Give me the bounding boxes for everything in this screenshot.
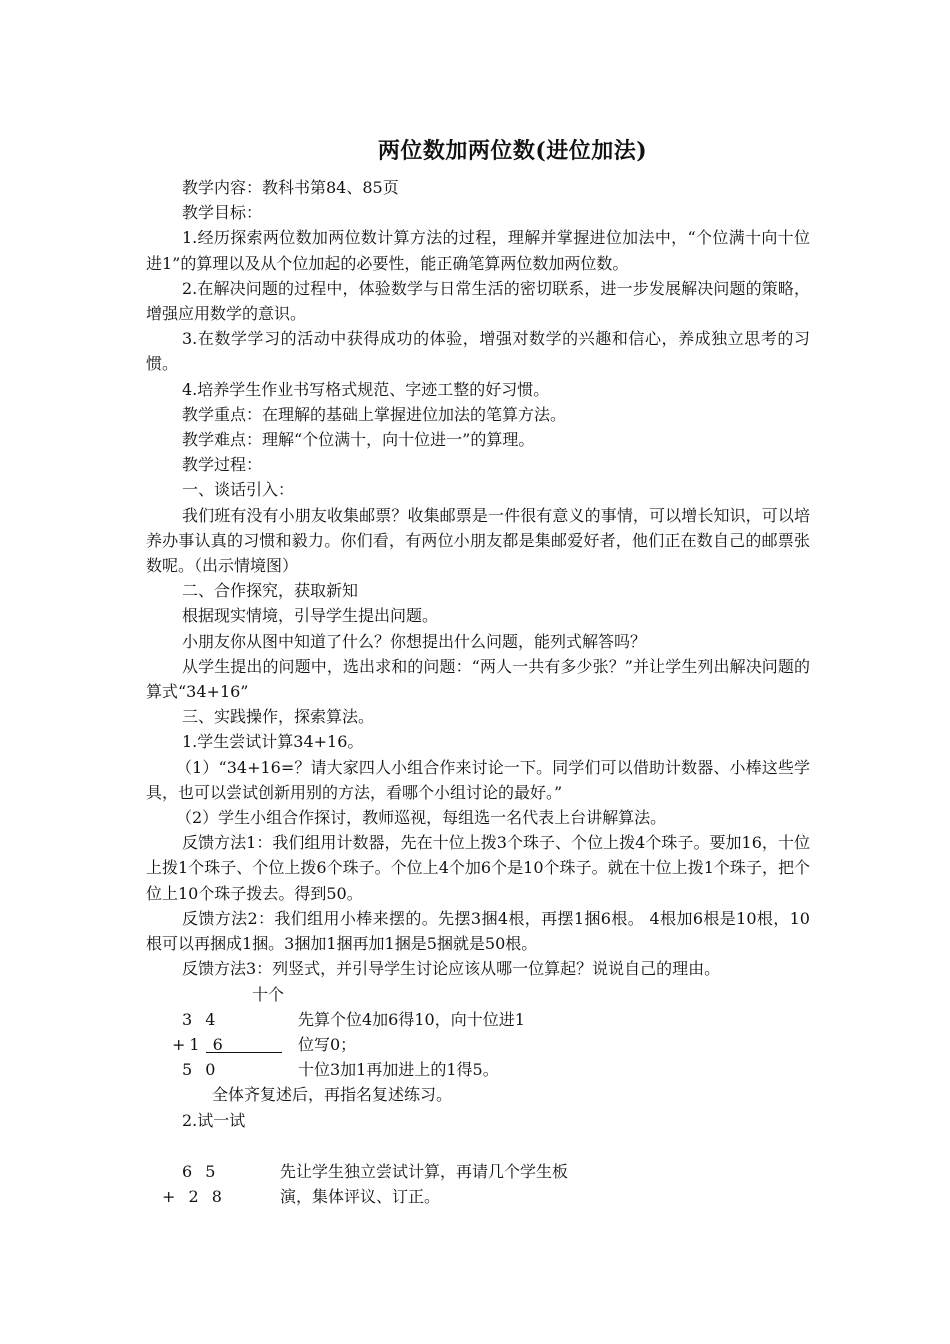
calc-note-3: 十位3加1再加进上的1得5。 — [298, 1059, 499, 1079]
paragraph-group-explore: （2）学生小组合作探讨，教师巡视，每组选一名代表上台讲解算法。 — [176, 808, 667, 828]
vertical-calculation-1 — [146, 982, 810, 1108]
paragraph-try-it: 2.试一试 — [182, 1110, 246, 1130]
document-body — [146, 175, 810, 1211]
paragraph-recite: 全体齐复述后，再指名复述练习。 — [212, 1084, 453, 1104]
calc-note-1: 先算个位4加6得10，向十位进1 — [298, 1009, 525, 1029]
page-title: 两位数加两位数(进位加法) — [377, 138, 648, 164]
section-heading-2: 二、合作探究，获取新知 — [182, 581, 359, 601]
paragraph-situation: 根据现实情境，引导学生提出问题。 — [182, 606, 439, 626]
exercise-note-1: 先让学生独立尝试计算，再请几个学生板 — [280, 1161, 569, 1181]
paragraph-key-point: 教学重点：在理解的基础上掌握进位加法的笔算方法。 — [182, 404, 567, 424]
place-value-header: 十个 — [252, 984, 285, 1004]
paragraph-objectives-heading: 教学目标： — [182, 203, 263, 223]
paragraph-intro: 我们班有没有小朋友收集邮票？收集邮票是一件很有意义的事情，可以增长知识，可以培养办事认真的习惯和毅力。你们看，有两位小朋友都是集邮爱好者，他们正在数自己的邮票张数呢。（出示情境图） — [146, 505, 810, 576]
addend-row-2: +1 6 — [172, 1034, 227, 1054]
calc-note-2: 位写0； — [298, 1034, 357, 1054]
paragraph-objective-1: 1.经历探索两位数加两位数计算方法的过程，理解并掌握进位加法中，“个位满十向十位进1”的算理以及从个位加起的必要性，能正确笔算两位数加两位数。 — [146, 228, 810, 273]
section-heading-1: 一、谈话引入： — [182, 480, 295, 500]
sum-row: 5 0 — [182, 1059, 220, 1079]
paragraph-objective-2: 2.在解决问题的过程中，体验数学与日常生活的密切联系，进一步发展解决问题的策略，增强应用数学的意识。 — [146, 278, 810, 324]
sum-underline — [206, 1052, 282, 1053]
paragraph-content: 教学内容：教科书第84、85页 — [182, 178, 399, 197]
exercise-row-1: 6 5 — [182, 1161, 220, 1181]
paragraph-feedback-1: 反馈方法1：我们组用计数器，先在十位上拨3个珠子、个位上拨4个珠子。要加16，十位上拨1个珠子、个位上拨6个珠子。个位上4个加6个是10个珠子。就在十位上拨1个珠子，把个位上10个珠子拨去。得到50。 — [146, 833, 810, 903]
paragraph-feedback-2: 反馈方法2：我们组用小棒来摆的。先摆3捆4根，再摆1捆6根。 4根加6根是10根，10根可以再捆成1捆。3捆加1捆再加1捆是5捆就是50根。 — [146, 908, 810, 954]
paragraph-process-heading: 教学过程： — [182, 455, 263, 475]
paragraph-objective-3: 3.在数学学习的活动中获得成功的体验，增强对数学的兴趣和信心，养成独立思考的习惯。 — [146, 329, 810, 374]
paragraph-feedback-3: 反馈方法3：列竖式，并引导学生讨论应该从哪一位算起？说说自己的理由。 — [182, 959, 721, 979]
paragraph-group-discuss: （1）“34+16=？请大家四人小组合作来讨论一下。同学们可以借助计数器、小棒这些学具，也可以尝试创新用别的方法，看哪个小组讨论的最好。” — [146, 757, 810, 802]
paragraph-select-problem: 从学生提出的问题中，选出求和的问题：“两人一共有多少张？”并让学生列出解决问题的算式“34+16” — [146, 656, 810, 702]
section-heading-3: 三、实践操作，探索算法。 — [182, 707, 375, 727]
paragraph-try-calc: 1.学生尝试计算34+16。 — [182, 732, 364, 752]
paragraph-question: 小朋友你从图中知道了什么？你想提出什么问题，能列式解答吗？ — [182, 631, 647, 651]
exercise-row-2: + 2 8 — [162, 1186, 226, 1206]
exercise-note-2: 演，集体评议、订正。 — [280, 1186, 441, 1206]
addend-row-1: 3 4 — [182, 1009, 220, 1029]
paragraph-objective-4: 4.培养学生作业书写格式规范、字迹工整的好习惯。 — [182, 379, 550, 399]
vertical-calculation-2 — [146, 1159, 810, 1211]
paragraph-difficulty: 教学难点：理解“个位满十，向十位进一”的算理。 — [182, 430, 535, 450]
